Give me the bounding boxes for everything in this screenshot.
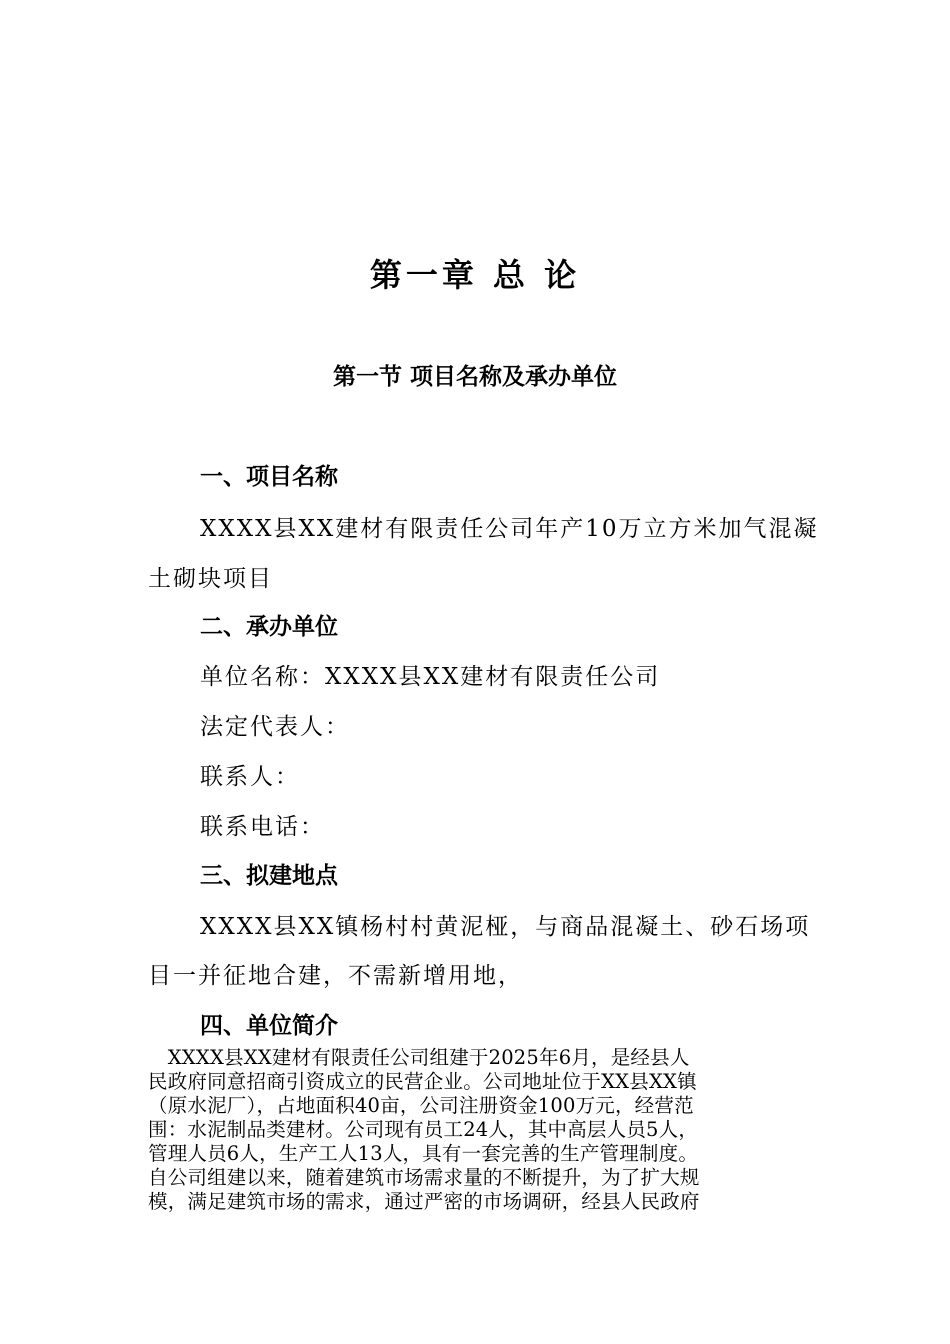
- location-line-1: XXXX县XX镇杨村村黄泥桠，与商品混凝土、砂石场项: [200, 914, 811, 940]
- heading-organizer: 二、承办单位: [200, 614, 338, 640]
- location-line-2: 目一并征地合建，不需新增用地，: [148, 963, 523, 989]
- intro-line: 民政府同意招商引资成立的民营企业。公司地址位于XX县XX镇: [148, 1070, 697, 1093]
- project-name-line-2: 土砌块项目: [148, 566, 273, 592]
- legal-representative: 法定代表人：: [200, 714, 350, 740]
- chapter-title: 第一章 总 论: [369, 256, 581, 294]
- contact-phone: 联系电话：: [200, 814, 325, 840]
- section-title: 第一节 项目名称及承办单位: [332, 364, 617, 390]
- unit-name: 单位名称：XXXX县XX建材有限责任公司: [200, 664, 661, 690]
- intro-line: 管理人员6人，生产工人13人，具有一套完善的生产管理制度。: [148, 1142, 699, 1165]
- intro-line: 模，满足建筑市场的需求，通过严密的市场调研，经县人民政府: [148, 1190, 700, 1213]
- project-name-line-1: XXXX县XX建材有限责任公司年产10万立方米加气混凝: [200, 516, 819, 542]
- heading-project-name: 一、项目名称: [200, 464, 338, 490]
- intro-line: XXXX县XX建材有限责任公司组建于2025年6月，是经县人: [148, 1046, 690, 1069]
- intro-line: （原水泥厂），占地面积40亩，公司注册资金100万元，经营范: [148, 1094, 694, 1117]
- intro-line: 围：水泥制品类建材。公司现有员工24人，其中高层人员5人，: [148, 1118, 699, 1141]
- contact-person: 联系人：: [200, 764, 300, 790]
- heading-company-intro: 四、单位简介: [200, 1013, 338, 1039]
- heading-location: 三、拟建地点: [200, 863, 338, 889]
- intro-line: 自公司组建以来，随着建筑市场需求量的不断提升，为了扩大规: [148, 1166, 700, 1189]
